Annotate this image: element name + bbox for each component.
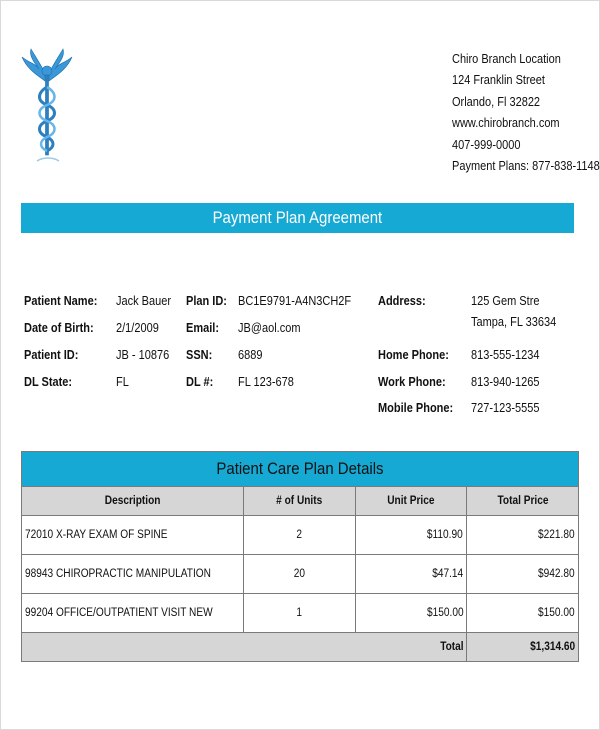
caduceus-logo bbox=[19, 47, 75, 169]
row-total-price: $942.80 bbox=[467, 555, 579, 594]
page-title: Payment Plan Agreement bbox=[212, 208, 383, 227]
page-title-bar bbox=[21, 203, 574, 233]
row-unit-price: $110.90 bbox=[356, 516, 467, 555]
total-label: Total bbox=[22, 633, 467, 662]
dob-value: 2/1/2009 bbox=[116, 321, 159, 335]
clinic-phone: 407-999-0000 bbox=[452, 137, 521, 152]
care-plan-table bbox=[21, 451, 579, 662]
clinic-city: Orlando, Fl 32822 bbox=[452, 94, 541, 109]
mobile-phone-label: Mobile Phone: bbox=[378, 401, 454, 415]
work-phone-value: 813-940-1265 bbox=[471, 375, 540, 389]
work-phone-label: Work Phone: bbox=[378, 375, 446, 389]
address-line1: 125 Gem Stre bbox=[471, 294, 540, 308]
plan-id-value: BC1E9791-A4N3CH2F bbox=[238, 294, 352, 308]
care-plan-title-row bbox=[22, 452, 579, 487]
table-header-row bbox=[22, 487, 579, 516]
row-unit-price: $150.00 bbox=[356, 594, 467, 633]
patient-name-value: Jack Bauer bbox=[116, 294, 172, 308]
column-header-description: Description bbox=[22, 487, 244, 516]
row-description: 72010 X-RAY EXAM OF SPINE bbox=[22, 516, 244, 555]
row-description: 98943 CHIROPRACTIC MANIPULATION bbox=[22, 555, 244, 594]
dob-label: Date of Birth: bbox=[24, 321, 94, 335]
home-phone-label: Home Phone: bbox=[378, 348, 449, 362]
care-plan-title: Patient Care Plan Details bbox=[22, 452, 579, 487]
plan-id-label: Plan ID: bbox=[186, 294, 227, 308]
mobile-phone-value: 727-123-5555 bbox=[471, 401, 540, 415]
address-label: Address: bbox=[378, 294, 426, 308]
clinic-name: Chiro Branch Location bbox=[452, 52, 561, 66]
total-row bbox=[22, 633, 579, 662]
home-phone-value: 813-555-1234 bbox=[471, 348, 540, 362]
clinic-street: 124 Franklin Street bbox=[452, 73, 545, 88]
patient-name-label: Patient Name: bbox=[24, 294, 98, 308]
clinic-address-block bbox=[452, 49, 600, 177]
patient-id-value: JB - 10876 bbox=[116, 348, 170, 362]
email-value: JB@aol.com bbox=[238, 321, 301, 335]
dl-state-value: FL bbox=[116, 375, 129, 389]
row-description: 99204 OFFICE/OUTPATIENT VISIT NEW bbox=[22, 594, 244, 633]
email-label: Email: bbox=[186, 321, 220, 335]
clinic-payment-plans-phone: Payment Plans: 877-838-1148 bbox=[452, 159, 600, 174]
address-line2: Tampa, FL 33634 bbox=[471, 315, 557, 329]
table-row bbox=[22, 516, 579, 555]
dl-number-value: FL 123-678 bbox=[238, 375, 294, 389]
table-row bbox=[22, 594, 579, 633]
grand-total-value: $1,314.60 bbox=[467, 633, 579, 662]
row-units: 2 bbox=[243, 516, 356, 555]
row-unit-price: $47.14 bbox=[356, 555, 467, 594]
row-total-price: $150.00 bbox=[467, 594, 579, 633]
ssn-label: SSN: bbox=[186, 348, 213, 362]
ssn-value: 6889 bbox=[238, 348, 263, 362]
column-header-unit-price: Unit Price bbox=[356, 487, 467, 516]
column-header-total-price: Total Price bbox=[467, 487, 579, 516]
row-total-price: $221.80 bbox=[467, 516, 579, 555]
clinic-website: www.chirobranch.com bbox=[452, 116, 560, 131]
dl-state-label: DL State: bbox=[24, 375, 73, 389]
column-header-units: # of Units bbox=[243, 487, 356, 516]
dl-number-label: DL #: bbox=[186, 375, 214, 389]
patient-id-label: Patient ID: bbox=[24, 348, 79, 362]
table-row bbox=[22, 555, 579, 594]
row-units: 20 bbox=[243, 555, 356, 594]
row-units: 1 bbox=[243, 594, 356, 633]
